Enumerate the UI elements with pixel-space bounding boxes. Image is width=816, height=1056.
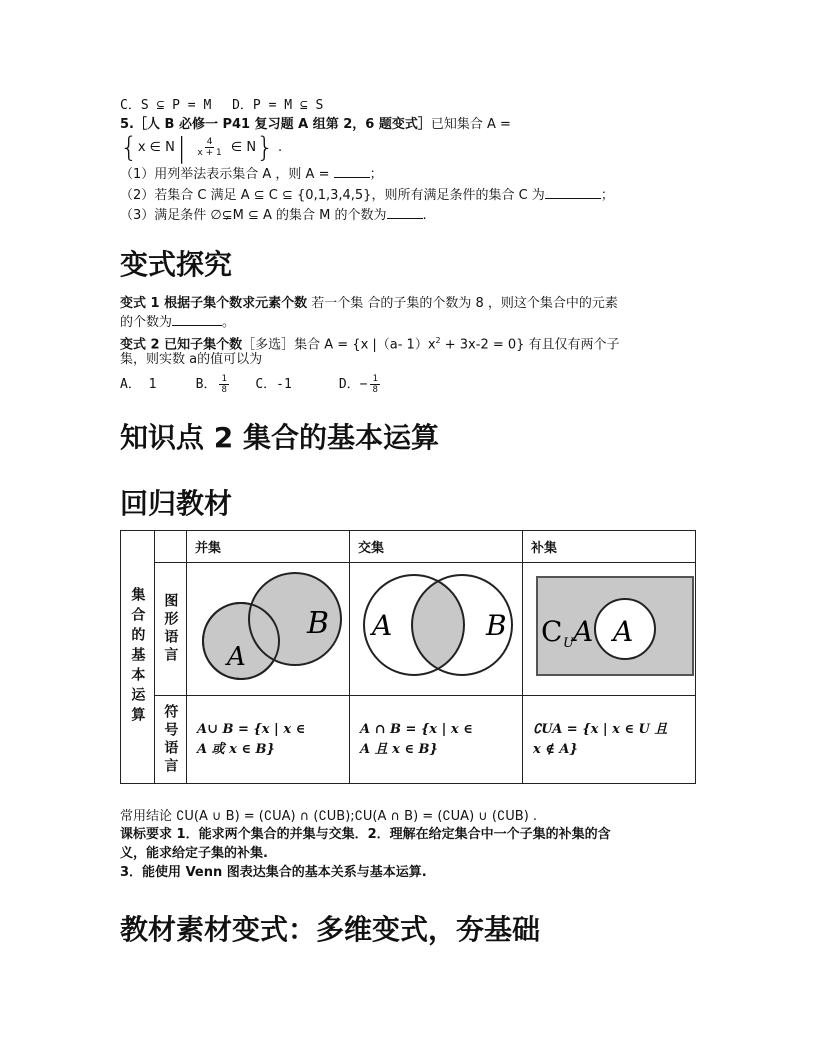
curriculum-requirement-line-3: 3．能使用 Venn 图表达集合的基本关系与基本运算. xyxy=(120,865,427,880)
option-a: A． 1 xyxy=(120,377,157,392)
table-corner-cell xyxy=(154,531,186,563)
venn-intersection-cell xyxy=(349,563,522,696)
curriculum-requirement-line-2: 义，能求给定子集的补集. xyxy=(120,846,268,861)
union-symbol-cell xyxy=(186,696,349,784)
venn-union-label-b: B xyxy=(306,606,330,641)
table-left-label-cell xyxy=(121,531,155,784)
question-2: （2）若集合 C 满足 A ⊆ C ⊆ {0,1,3,4,5}，则所有满足条件的集合 C 为 ； xyxy=(120,188,614,203)
answer-blank-3[interactable] xyxy=(387,206,423,219)
intersection-symbol-cell xyxy=(349,696,522,784)
row-label-symbol: 符号语言 xyxy=(162,703,179,776)
variant-1-line-2: 的个数为 。 xyxy=(120,315,236,330)
question-1: （1）用列举法表示集合 A ，则 A = ； xyxy=(120,167,383,182)
header-complement: 补集 xyxy=(522,531,695,563)
question-3: （3）满足条件 ∅⊊M ⊆ A 的集合 M 的个数为 . xyxy=(120,208,427,223)
set-def-period: . xyxy=(278,140,283,155)
venn-complement-label-c: C xyxy=(540,615,563,648)
answer-blank-2[interactable] xyxy=(545,186,601,199)
heading-material-variants: 教材素材变式：多维变式，夯基础 xyxy=(120,913,541,946)
row-label-graphic: 图形语言 xyxy=(162,593,179,665)
problem-5-text: 已知集合 A = xyxy=(430,117,511,132)
option-c: C．-1 xyxy=(255,377,292,392)
venn-complement-label-a: A xyxy=(612,615,634,648)
venn-intersection-diagram xyxy=(350,563,522,691)
header-union: 并集 xyxy=(186,531,349,563)
set-operations-table xyxy=(120,530,696,784)
problem-5-source: 5.［人 B 必修一 P41 复习题 A 组第 2，6 题变式］ xyxy=(120,117,431,132)
option-d: D．− $\frac{1}{8}$ xyxy=(338,374,378,395)
heading-knowledge-point-2: 知识点 2 集合的基本运算 xyxy=(120,421,439,454)
curriculum-requirement-line-1: 课标要求 1．能求两个集合的并集与交集．2．理解在给定集合中一个子集的补集的含 xyxy=(120,827,611,842)
set-def-part-b: ∈ N xyxy=(230,140,257,155)
set-def-fraction: $\frac{4}{x + 1}$ xyxy=(197,137,222,158)
option-line-cd: C．S ⊆ P = M D．P = M ⊆ S xyxy=(120,98,324,113)
option-b: B． $\frac{1}{8}$ xyxy=(195,374,227,395)
venn-intersection-label-a: A xyxy=(371,609,393,642)
table-left-label: 集合的基本运算 xyxy=(129,587,146,727)
venn-complement-label-u: U xyxy=(562,636,574,651)
union-symbol-line-1: A∪ B = {x | x ∈ xyxy=(196,721,306,737)
intersection-symbol-line-2: A 且 x ∈ B} xyxy=(359,741,438,757)
set-def-part-a: x ∈ N xyxy=(137,140,175,155)
venn-intersection-label-b: B xyxy=(485,609,507,642)
variant-1-line-1: 变式 1 根据子集个数求元素个数 若一个集 合的子集的个数为 8 ，则这个集合中的元素 xyxy=(120,296,618,311)
venn-complement-diagram xyxy=(523,563,695,691)
intersection-symbol-line-1: A ∩ B = {x | x ∈ xyxy=(359,721,473,737)
variant-2-line-1: 变式 2 已知子集个数［多选］集合 A = {x |（a- $1)x^2 + 3x-2 = 0$} 有且仅有两个子 xyxy=(120,336,620,353)
row-label-symbol-cell xyxy=(154,696,186,784)
variant-2-line-2: 集，则实数 a的值可以为 xyxy=(120,352,263,367)
set-definition: {x ∈ N| $\frac{4}{x + 1}$ ∈ N} . xyxy=(120,130,283,164)
variant-2-options xyxy=(120,373,383,397)
complement-symbol-line-2: x ∉ A} xyxy=(532,741,578,757)
complement-symbol-line-1: ∁UA = {x | x ∈ U 且 xyxy=(532,721,668,737)
venn-union-label-a: A xyxy=(226,642,246,672)
header-intersection: 交集 xyxy=(349,531,522,563)
venn-union-cell xyxy=(186,563,349,696)
heading-variant-explore: 变式探究 xyxy=(120,248,233,281)
answer-blank-1[interactable] xyxy=(334,165,370,178)
row-label-graphic-cell xyxy=(154,563,186,696)
union-symbol-line-2: A 或 x ∈ B} xyxy=(196,741,275,757)
heading-return-textbook: 回归教材 xyxy=(120,487,233,520)
venn-union-diagram xyxy=(187,563,349,691)
answer-blank-v1[interactable] xyxy=(172,313,222,326)
common-conclusion: 常用结论 ∁U(A ∪ B) = (∁UA) ∩ (∁UB);∁U(A ∩ B) = (∁UA) ∪ (∁UB) . xyxy=(120,809,538,824)
complement-symbol-cell xyxy=(522,696,695,784)
venn-complement-label-a-outer: A xyxy=(572,615,594,648)
venn-complement-cell xyxy=(522,563,695,696)
